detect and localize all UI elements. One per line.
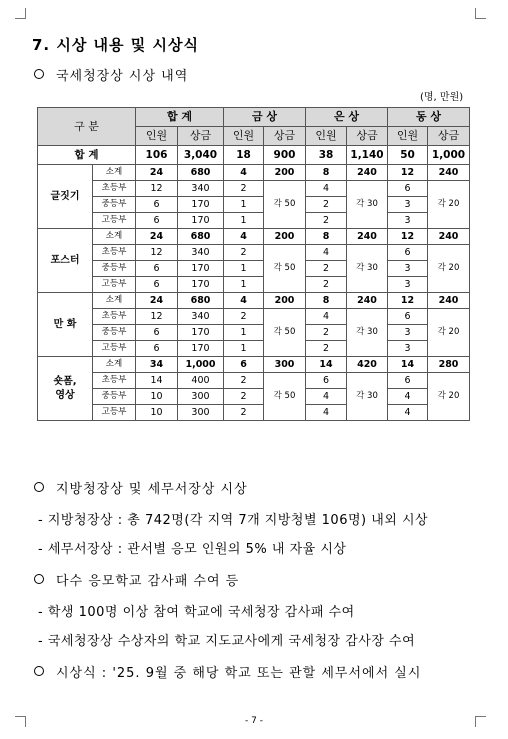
header-count: 인원 bbox=[388, 127, 428, 146]
circle-bullet-icon bbox=[34, 482, 44, 492]
table-cell: 6 bbox=[224, 357, 264, 373]
total-label: 합 계 bbox=[38, 146, 136, 165]
header-total: 합 계 bbox=[136, 108, 224, 127]
division-label: 초등부 bbox=[93, 245, 136, 261]
table-cell: 280 bbox=[428, 357, 470, 373]
table-cell: 2 bbox=[306, 325, 347, 341]
table-cell: 240 bbox=[428, 165, 470, 181]
table-cell: 1 bbox=[224, 325, 264, 341]
table-row bbox=[38, 197, 470, 213]
table-cell: 2 bbox=[306, 261, 347, 277]
table-cell: 10 bbox=[136, 389, 178, 405]
prize-each-gold: 각 50 bbox=[264, 181, 306, 229]
table-cell: 240 bbox=[347, 165, 388, 181]
table-cell: 170 bbox=[178, 325, 224, 341]
division-label: 중등부 bbox=[93, 389, 136, 405]
table-cell: 240 bbox=[347, 229, 388, 245]
category-label: 만 화 bbox=[38, 293, 93, 357]
table-cell: 10 bbox=[136, 405, 178, 421]
table-cell: 3 bbox=[388, 261, 428, 277]
table-cell: 4 bbox=[388, 389, 428, 405]
subtotal-label: 소계 bbox=[93, 357, 136, 373]
table-cell: 24 bbox=[136, 229, 178, 245]
table-cell: 3 bbox=[388, 197, 428, 213]
table-cell: 1 bbox=[224, 277, 264, 293]
bullet-ceremony: 시상식 : '25. 9월 중 해당 학교 또는 관할 세무서에서 실시 bbox=[34, 662, 421, 681]
unit-label: (명, 만원) bbox=[420, 92, 464, 103]
table-cell: 2 bbox=[306, 213, 347, 229]
bullet-school-plaques: 다수 응모학교 감사패 수여 등 bbox=[34, 570, 239, 589]
table-cell: 14 bbox=[306, 357, 347, 373]
table-cell: 2 bbox=[224, 181, 264, 197]
table-cell: 170 bbox=[178, 197, 224, 213]
circle-bullet-icon bbox=[34, 69, 44, 79]
table-cell: 200 bbox=[264, 229, 306, 245]
table-row-subtotal bbox=[38, 293, 470, 309]
division-label: 고등부 bbox=[93, 405, 136, 421]
subtotal-label: 소계 bbox=[93, 165, 136, 181]
table-cell: 2 bbox=[224, 389, 264, 405]
table-cell: 8 bbox=[306, 293, 347, 309]
table-cell: 12 bbox=[136, 309, 178, 325]
table-cell: 38 bbox=[306, 146, 347, 165]
prize-each-silver: 각 30 bbox=[347, 309, 388, 357]
header-gold: 금 상 bbox=[224, 108, 306, 127]
table-cell: 4 bbox=[224, 165, 264, 181]
header-bronze: 동 상 bbox=[388, 108, 470, 127]
table-cell: 340 bbox=[178, 181, 224, 197]
header-prize: 상금 bbox=[347, 127, 388, 146]
corner-mark-top-right bbox=[475, 8, 486, 19]
table-cell: 4 bbox=[388, 405, 428, 421]
table-cell: 12 bbox=[388, 229, 428, 245]
header-count: 인원 bbox=[224, 127, 264, 146]
table-cell: 50 bbox=[388, 146, 428, 165]
table-cell: 4 bbox=[306, 181, 347, 197]
table-row-subtotal bbox=[38, 229, 470, 245]
table-cell: 420 bbox=[347, 357, 388, 373]
table-cell: 2 bbox=[224, 405, 264, 421]
prize-each-silver: 각 30 bbox=[347, 373, 388, 421]
bullet-award-details: 국세청장상 시상 내역 bbox=[34, 65, 188, 84]
header-prize: 상금 bbox=[178, 127, 224, 146]
subtotal-label: 소계 bbox=[93, 229, 136, 245]
table-cell: 12 bbox=[388, 293, 428, 309]
table-row bbox=[38, 405, 470, 421]
table-cell: 2 bbox=[306, 197, 347, 213]
table-cell: 6 bbox=[306, 373, 347, 389]
table-cell: 18 bbox=[224, 146, 264, 165]
table-cell: 170 bbox=[178, 277, 224, 293]
table-cell: 680 bbox=[178, 229, 224, 245]
prize-each-silver: 각 30 bbox=[347, 245, 388, 293]
table-cell: 240 bbox=[428, 229, 470, 245]
category-label: 글짓기 bbox=[38, 165, 93, 229]
bullet-regional-awards: 지방청장상 및 세무서장상 시상 bbox=[34, 478, 248, 497]
table-cell: 4 bbox=[306, 405, 347, 421]
circle-bullet-icon bbox=[34, 666, 44, 676]
table-row-grand-total bbox=[38, 146, 470, 165]
table-cell: 3 bbox=[388, 341, 428, 357]
table-cell: 8 bbox=[306, 165, 347, 181]
table-cell: 2 bbox=[224, 309, 264, 325]
table-cell: 24 bbox=[136, 293, 178, 309]
division-label: 중등부 bbox=[93, 197, 136, 213]
table-cell: 2 bbox=[224, 245, 264, 261]
table-cell: 1,000 bbox=[178, 357, 224, 373]
award-table bbox=[37, 107, 470, 421]
table-cell: 6 bbox=[136, 277, 178, 293]
table-cell: 14 bbox=[136, 373, 178, 389]
table-cell: 6 bbox=[136, 213, 178, 229]
table-cell: 680 bbox=[178, 293, 224, 309]
header-category: 구 분 bbox=[38, 108, 136, 146]
table-cell: 1,000 bbox=[428, 146, 470, 165]
subtotal-label: 소계 bbox=[93, 293, 136, 309]
table-cell: 3 bbox=[388, 325, 428, 341]
table-cell: 1 bbox=[224, 261, 264, 277]
table-cell: 1 bbox=[224, 341, 264, 357]
category-label: 숏폼, 영상 bbox=[38, 357, 93, 421]
list-item: - 학생 100명 이상 참여 학교에 국세청장 감사패 수여 bbox=[38, 605, 355, 620]
table-row bbox=[38, 261, 470, 277]
table-cell: 24 bbox=[136, 165, 178, 181]
corner-mark-top-left bbox=[15, 8, 26, 19]
table-row bbox=[38, 325, 470, 341]
division-label: 고등부 bbox=[93, 341, 136, 357]
category-label: 포스터 bbox=[38, 229, 93, 293]
table-cell: 300 bbox=[178, 405, 224, 421]
table-cell: 4 bbox=[306, 309, 347, 325]
circle-bullet-icon bbox=[34, 574, 44, 584]
table-cell: 300 bbox=[264, 357, 306, 373]
table-cell: 300 bbox=[178, 389, 224, 405]
table-cell: 340 bbox=[178, 309, 224, 325]
table-cell: 680 bbox=[178, 165, 224, 181]
division-label: 초등부 bbox=[93, 181, 136, 197]
table-row bbox=[38, 277, 470, 293]
division-label: 고등부 bbox=[93, 277, 136, 293]
division-label: 초등부 bbox=[93, 309, 136, 325]
table-cell: 3 bbox=[388, 213, 428, 229]
prize-each-bronze: 각 20 bbox=[428, 373, 470, 421]
prize-each-gold: 각 50 bbox=[264, 245, 306, 293]
table-cell: 8 bbox=[306, 229, 347, 245]
table-cell: 1,140 bbox=[347, 146, 388, 165]
prize-each-gold: 각 50 bbox=[264, 373, 306, 421]
table-cell: 3,040 bbox=[178, 146, 224, 165]
table-cell: 170 bbox=[178, 341, 224, 357]
list-item: - 세무서장상 : 관서별 응모 인원의 5% 내 자율 시상 bbox=[38, 542, 347, 557]
table-cell: 4 bbox=[224, 293, 264, 309]
table-row bbox=[38, 309, 470, 325]
prize-each-bronze: 각 20 bbox=[428, 181, 470, 229]
table-cell: 3 bbox=[388, 277, 428, 293]
table-cell: 4 bbox=[224, 229, 264, 245]
table-cell: 2 bbox=[306, 277, 347, 293]
table-row-subtotal bbox=[38, 357, 470, 373]
table-cell: 12 bbox=[136, 245, 178, 261]
table-cell: 6 bbox=[136, 197, 178, 213]
header-count: 인원 bbox=[306, 127, 347, 146]
table-cell: 2 bbox=[224, 373, 264, 389]
table-cell: 170 bbox=[178, 213, 224, 229]
prize-each-bronze: 각 20 bbox=[428, 309, 470, 357]
division-label: 고등부 bbox=[93, 213, 136, 229]
table-cell: 6 bbox=[136, 261, 178, 277]
table-row-subtotal bbox=[38, 165, 470, 181]
table-cell: 400 bbox=[178, 373, 224, 389]
table-row bbox=[38, 213, 470, 229]
table-row bbox=[38, 373, 470, 389]
table-cell: 340 bbox=[178, 245, 224, 261]
table-cell: 2 bbox=[306, 341, 347, 357]
table-cell: 106 bbox=[136, 146, 178, 165]
prize-each-gold: 각 50 bbox=[264, 309, 306, 357]
list-item: - 국세청장상 수상자의 학교 지도교사에게 국세청장 감사장 수여 bbox=[38, 634, 416, 649]
division-label: 초등부 bbox=[93, 373, 136, 389]
section-title: 7. 시상 내용 및 시상식 bbox=[32, 36, 199, 54]
table-cell: 34 bbox=[136, 357, 178, 373]
table-row bbox=[38, 389, 470, 405]
header-silver: 은 상 bbox=[306, 108, 388, 127]
table-cell: 200 bbox=[264, 293, 306, 309]
page-number: - 7 - bbox=[245, 716, 263, 726]
table-cell: 900 bbox=[264, 146, 306, 165]
table-cell: 6 bbox=[388, 309, 428, 325]
prize-each-silver: 각 30 bbox=[347, 181, 388, 229]
header-prize: 상금 bbox=[264, 127, 306, 146]
division-label: 중등부 bbox=[93, 261, 136, 277]
header-prize: 상금 bbox=[428, 127, 470, 146]
list-item: - 지방청장상 : 총 742명(각 지역 7개 지방청별 106명) 내외 시상 bbox=[38, 513, 429, 528]
table-row bbox=[38, 181, 470, 197]
table-cell: 200 bbox=[264, 165, 306, 181]
table-cell: 12 bbox=[136, 181, 178, 197]
table-cell: 240 bbox=[347, 293, 388, 309]
table-cell: 4 bbox=[306, 389, 347, 405]
table-cell: 6 bbox=[388, 245, 428, 261]
table-cell: 14 bbox=[388, 357, 428, 373]
table-cell: 4 bbox=[306, 245, 347, 261]
table-cell: 1 bbox=[224, 197, 264, 213]
table-cell: 1 bbox=[224, 213, 264, 229]
table-cell: 6 bbox=[388, 373, 428, 389]
table-row bbox=[38, 245, 470, 261]
table-row bbox=[38, 341, 470, 357]
prize-each-bronze: 각 20 bbox=[428, 245, 470, 293]
table-cell: 240 bbox=[428, 293, 470, 309]
table-cell: 6 bbox=[136, 341, 178, 357]
table-cell: 6 bbox=[388, 181, 428, 197]
table-cell: 12 bbox=[388, 165, 428, 181]
table-cell: 170 bbox=[178, 261, 224, 277]
table-cell: 6 bbox=[136, 325, 178, 341]
division-label: 중등부 bbox=[93, 325, 136, 341]
header-count: 인원 bbox=[136, 127, 178, 146]
